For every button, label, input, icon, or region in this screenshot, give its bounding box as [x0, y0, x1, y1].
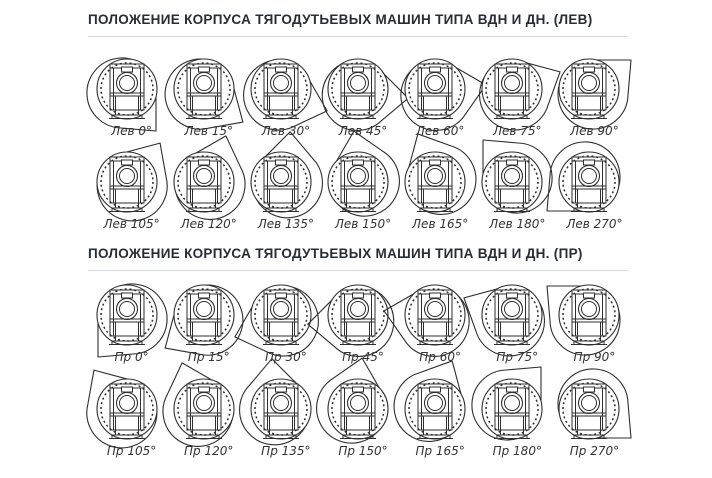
fan-core-drawing — [97, 379, 157, 439]
fan-diagram — [238, 139, 324, 225]
fan-label: Лев 120° — [180, 217, 237, 231]
fan-cell-lev-75 — [474, 46, 551, 138]
fan-core-drawing — [251, 379, 311, 439]
fan-core-drawing — [97, 152, 157, 212]
fan-diagram — [546, 366, 632, 452]
fan-diagram — [315, 272, 401, 358]
fan-core-drawing — [328, 285, 388, 345]
fan-core-drawing — [174, 285, 234, 345]
fan-diagram — [392, 272, 478, 358]
fan-label: Лев 135° — [257, 217, 314, 231]
fan-diagram — [315, 46, 401, 132]
fan-label: Пр 270° — [569, 444, 620, 458]
fan-cell-pr-60 — [397, 272, 474, 364]
fan-row-lev-1 — [88, 46, 628, 138]
fan-diagram — [161, 139, 247, 225]
fan-cell-pr-45 — [319, 272, 396, 364]
fan-row-pr-2 — [88, 366, 628, 458]
fan-diagram — [84, 46, 170, 132]
fan-diagram — [469, 366, 555, 452]
fan-diagram — [392, 139, 478, 225]
fan-label: Лев 0° — [111, 124, 153, 138]
fan-label: Пр 60° — [419, 350, 461, 364]
fan-core-drawing — [97, 285, 157, 345]
fan-diagram — [238, 272, 324, 358]
fan-core-drawing — [251, 285, 311, 345]
fan-core-drawing — [251, 152, 311, 212]
fan-core-drawing — [559, 152, 619, 212]
fan-row-pr-1 — [88, 272, 628, 364]
fan-cell-lev-270 — [551, 139, 628, 231]
title-divider — [88, 270, 628, 271]
fan-diagram — [469, 139, 555, 225]
fan-label: Лев 165° — [412, 217, 469, 231]
fan-cell-lev-15 — [165, 46, 242, 138]
section-title-pr: ПОЛОЖЕНИЕ КОРПУСА ТЯГОДУТЬЕВЫХ МАШИН ТИПА ВДН И ДН. (ПР) — [88, 246, 583, 261]
fan-core-drawing — [482, 59, 542, 119]
fan-label: Пр 75° — [496, 350, 539, 364]
fan-label: Лев 105° — [103, 217, 160, 231]
fan-cell-pr-120 — [165, 366, 242, 458]
fan-cell-lev-120 — [165, 139, 242, 231]
fan-cell-pr-75 — [474, 272, 551, 364]
fan-cell-lev-0 — [88, 46, 165, 138]
fan-core-drawing — [405, 152, 465, 212]
fan-label: Пр 0° — [114, 350, 149, 364]
title-divider — [88, 36, 628, 37]
fan-label: Пр 120° — [184, 444, 234, 458]
fan-diagram — [161, 366, 247, 452]
fan-core-drawing — [251, 59, 311, 119]
fan-core-drawing — [97, 59, 157, 119]
fan-diagram — [84, 139, 170, 225]
fan-core-drawing — [559, 59, 619, 119]
fan-label: Пр 135° — [261, 444, 311, 458]
fan-cell-lev-135 — [242, 139, 319, 231]
fan-cell-lev-45 — [319, 46, 396, 138]
fan-core-drawing — [405, 379, 465, 439]
fan-label: Пр 180° — [492, 444, 542, 458]
fan-cell-pr-180 — [474, 366, 551, 458]
fan-label: Лев 75° — [492, 124, 542, 138]
fan-core-drawing — [482, 379, 542, 439]
fan-cell-lev-180 — [474, 139, 551, 231]
fan-cell-pr-15 — [165, 272, 242, 364]
fan-label: Пр 15° — [187, 350, 230, 364]
fan-core-drawing — [328, 152, 388, 212]
fan-label: Лев 60° — [415, 124, 465, 138]
fan-label: Лев 150° — [334, 217, 392, 231]
fan-core-drawing — [482, 152, 542, 212]
fan-label: Лев 180° — [489, 217, 546, 231]
fan-diagram — [315, 366, 401, 452]
fan-diagram — [315, 139, 401, 225]
fan-core-drawing — [559, 285, 619, 345]
section-title-lev: ПОЛОЖЕНИЕ КОРПУСА ТЯГОДУТЬЕВЫХ МАШИН ТИПА ВДН И ДН. (ЛЕВ) — [88, 12, 593, 27]
fan-cell-lev-60 — [397, 46, 474, 138]
fan-core-drawing — [174, 152, 234, 212]
fan-label: Пр 90° — [573, 350, 616, 364]
fan-core-drawing — [559, 379, 619, 439]
fan-core-drawing — [328, 59, 388, 119]
fan-diagram — [546, 272, 632, 358]
fan-label: Лев 15° — [184, 124, 233, 138]
fan-diagram — [546, 46, 632, 132]
fan-label: Пр 150° — [338, 444, 388, 458]
fan-cell-pr-0 — [88, 272, 165, 364]
fan-label: Лев 270° — [566, 217, 623, 231]
fan-core-drawing — [482, 285, 542, 345]
fan-diagram — [469, 272, 555, 358]
fan-cell-lev-90 — [551, 46, 628, 138]
fan-core-drawing — [174, 59, 234, 119]
fan-label: Лев 45° — [338, 124, 388, 138]
fan-cell-lev-165 — [397, 139, 474, 231]
fan-diagram — [469, 46, 555, 132]
fan-cell-pr-270 — [551, 366, 628, 458]
fan-cell-pr-30 — [242, 272, 319, 364]
fan-diagram — [84, 272, 170, 358]
fan-label: Пр 30° — [264, 350, 307, 364]
fan-cell-pr-135 — [242, 366, 319, 458]
fan-cell-lev-150 — [319, 139, 396, 231]
fan-label: Пр 105° — [106, 444, 157, 458]
fan-cell-lev-30 — [242, 46, 319, 138]
fan-diagram — [392, 366, 478, 452]
fan-diagram — [161, 272, 247, 358]
fan-diagram — [161, 46, 247, 132]
fan-diagram — [238, 46, 324, 132]
fan-cell-lev-105 — [88, 139, 165, 231]
fan-cell-pr-165 — [397, 366, 474, 458]
fan-cell-pr-105 — [88, 366, 165, 458]
fan-diagram — [392, 46, 478, 132]
fan-cell-pr-150 — [319, 366, 396, 458]
fan-diagram — [238, 366, 324, 452]
fan-row-lev-2 — [88, 139, 628, 231]
fan-label: Лев 90° — [570, 124, 619, 138]
fan-label: Пр 45° — [342, 350, 384, 364]
fan-core-drawing — [174, 379, 234, 439]
fan-diagram — [546, 139, 632, 225]
fan-cell-pr-90 — [551, 272, 628, 364]
fan-core-drawing — [405, 59, 465, 119]
fan-label: Пр 165° — [415, 444, 465, 458]
fan-label: Лев 30° — [261, 124, 311, 138]
fan-core-drawing — [328, 379, 388, 439]
fan-core-drawing — [405, 285, 465, 345]
fan-diagram — [84, 366, 170, 452]
